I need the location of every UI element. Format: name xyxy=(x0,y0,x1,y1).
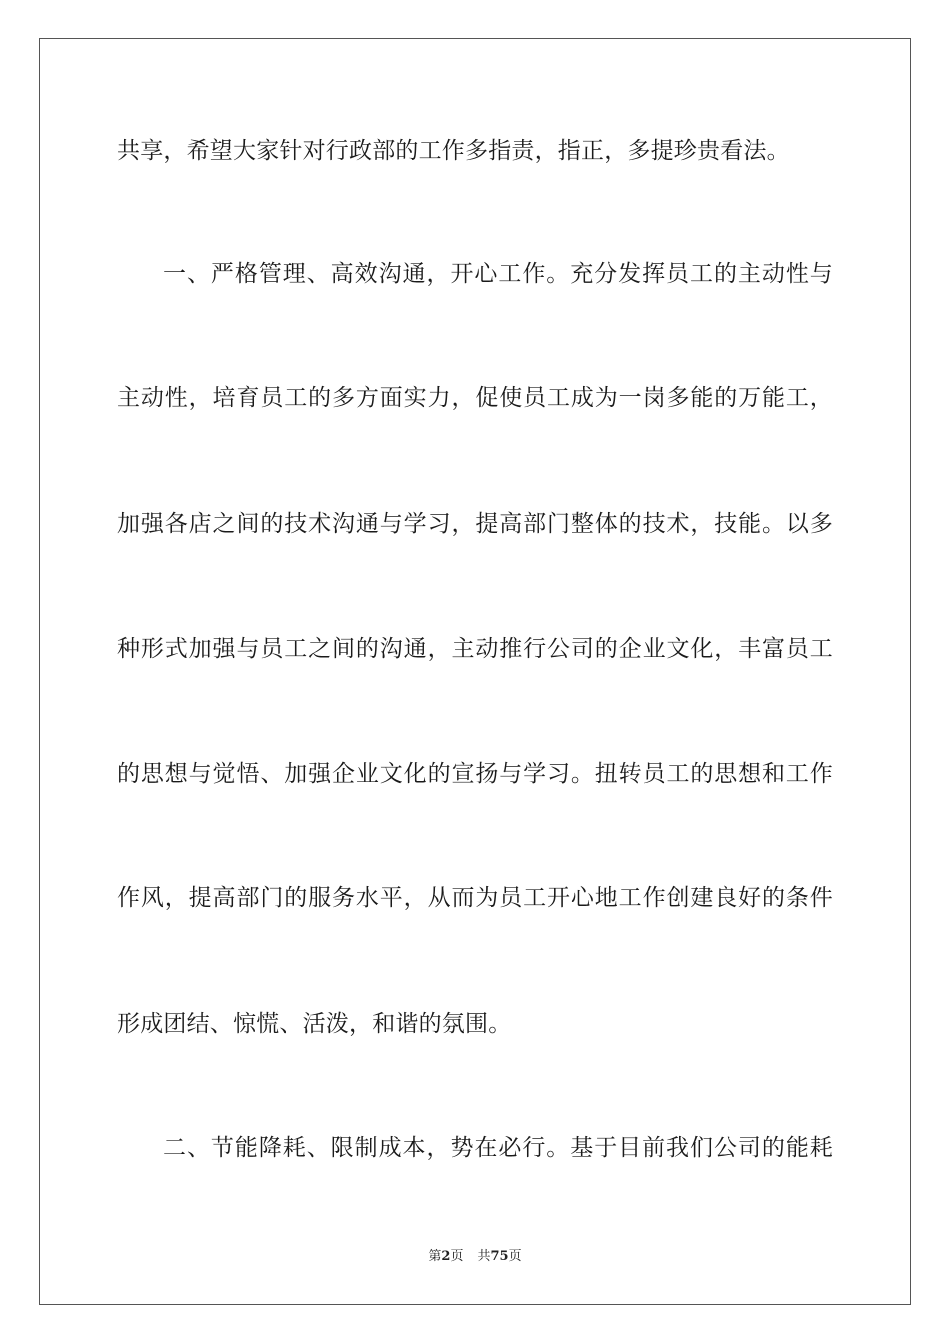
page-number: 2 xyxy=(441,1249,451,1264)
total-pages: 75 xyxy=(490,1249,509,1264)
page-suffix: 页 xyxy=(450,1249,464,1264)
text-line-5: 种形式加强与员工之间的沟通，主动推行公司的企业文化，丰富员工 xyxy=(117,636,833,662)
total-suffix: 页 xyxy=(508,1249,522,1264)
text-line-3: 主动性，培育员工的多方面实力，促使员工成为一岗多能的万能工， xyxy=(117,385,833,411)
text-line-9: 二、节能降耗、限制成本，势在必行。基于目前我们公司的能耗 xyxy=(163,1135,833,1161)
text-line-8: 形成团结、惊慌、活泼，和谐的氛围。 xyxy=(117,1011,512,1037)
text-line-7: 作风，提高部门的服务水平，从而为员工开心地工作创建良好的条件 xyxy=(117,885,833,911)
text-line-2: 一、严格管理、高效沟通，开心工作。充分发挥员工的主动性与 xyxy=(163,261,833,287)
text-line-4: 加强各店之间的技术沟通与学习，提高部门整体的技术，技能。以多 xyxy=(117,511,833,537)
page-footer xyxy=(0,1248,950,1266)
total-prefix: 共 xyxy=(477,1249,491,1264)
text-line-1: 共享，希望大家针对行政部的工作多指责，指正，多提珍贵看法。 xyxy=(117,138,790,164)
page-prefix: 第 xyxy=(428,1249,442,1264)
text-line-6: 的思想与觉悟、加强企业文化的宣扬与学习。扭转员工的思想和工作 xyxy=(117,761,833,787)
page-frame xyxy=(39,38,911,1305)
